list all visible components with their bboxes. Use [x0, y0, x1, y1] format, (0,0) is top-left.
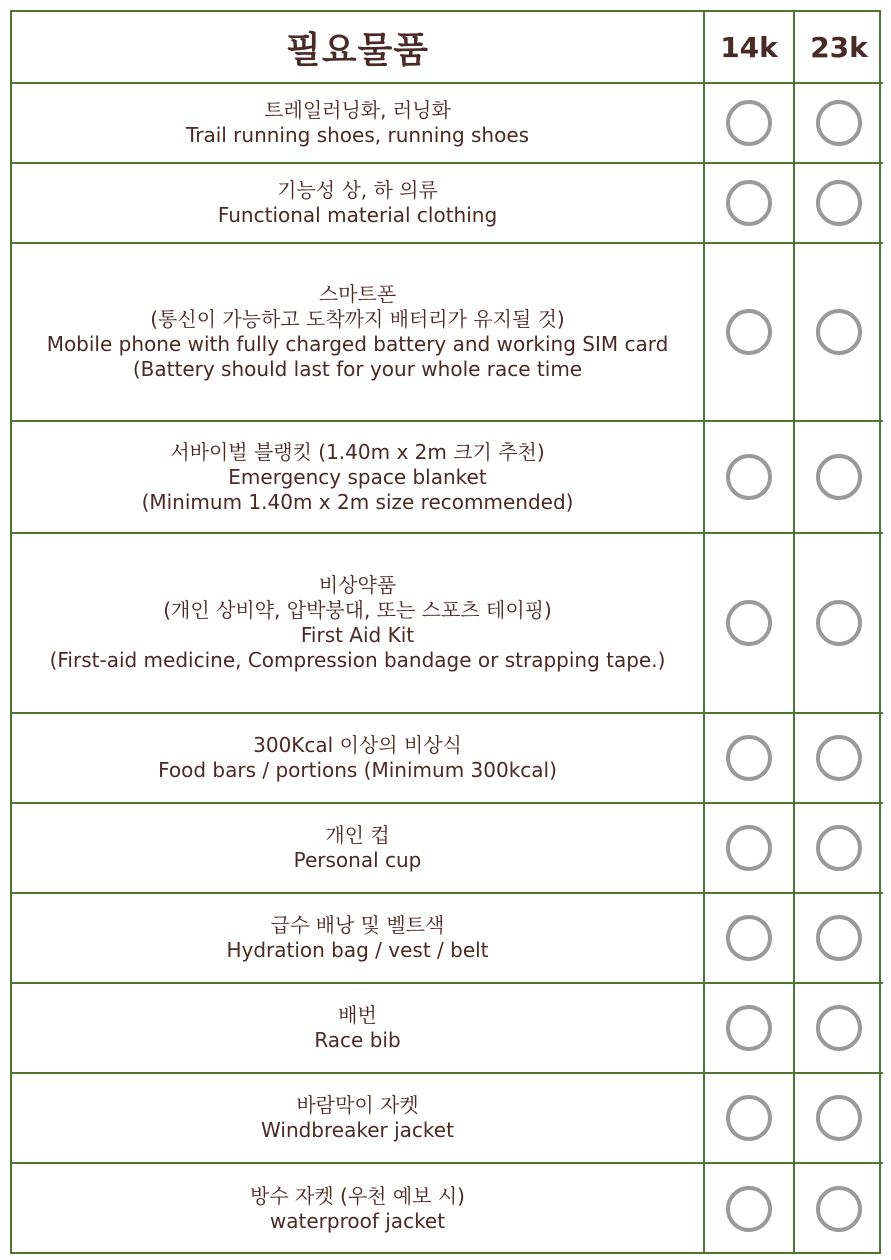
cell-23k	[794, 163, 883, 243]
cell-14k	[704, 983, 794, 1073]
table-row	[12, 1073, 883, 1163]
item-line: (Minimum 1.40m x 2m size recommended)	[141, 489, 574, 514]
item-line: 바람막이 자켓	[296, 1093, 419, 1117]
cell-23k	[794, 83, 883, 163]
item-description	[12, 421, 704, 533]
empty-circle-icon	[816, 1186, 862, 1232]
item-line: Race bib	[314, 1028, 401, 1052]
item-line: (Battery should last for your whole race time	[132, 357, 583, 381]
cell-14k	[704, 803, 794, 893]
item-description	[12, 83, 704, 163]
cell-23k	[794, 893, 883, 983]
table-row	[12, 243, 883, 421]
column-header-14k: 14k	[704, 12, 794, 83]
header-row	[12, 12, 883, 83]
column-header-23k: 23k	[794, 12, 883, 83]
empty-circle-icon	[726, 309, 772, 355]
empty-circle-icon	[726, 1095, 772, 1141]
item-description	[12, 893, 704, 983]
item-line: 개인 컵	[325, 823, 390, 847]
item-line: 서바이벌 블랭킷 (1.40m x 2m 크기 추천)	[170, 439, 545, 464]
empty-circle-icon	[726, 825, 772, 871]
cell-14k	[704, 893, 794, 983]
table-row	[12, 1163, 883, 1254]
table-row	[12, 893, 883, 983]
item-line: 기능성 상, 하 의류	[277, 178, 438, 202]
item-line: 트레일러닝화, 러닝화	[264, 98, 451, 122]
empty-circle-icon	[816, 1005, 862, 1051]
item-line: waterproof jacket	[269, 1209, 446, 1233]
cell-23k	[794, 1073, 883, 1163]
item-line: Personal cup	[293, 848, 422, 872]
cell-23k	[794, 1163, 883, 1254]
empty-circle-icon	[726, 915, 772, 961]
item-line: (개인 상비약, 압박붕대, 또는 스포츠 테이핑)	[163, 598, 552, 622]
cell-23k	[794, 533, 883, 713]
cell-23k	[794, 421, 883, 533]
cell-14k	[704, 243, 794, 421]
item-line: (통신이 가능하고 도착까지 배터리가 유지될 것)	[150, 307, 565, 331]
equipment-checklist	[10, 10, 881, 1254]
item-line: 방수 자켓 (우천 예보 시)	[250, 1184, 465, 1208]
empty-circle-icon	[726, 1186, 772, 1232]
table-title: 필요물품	[12, 12, 704, 83]
item-line: (First-aid medicine, Compression bandage or strapping tape.)	[49, 648, 666, 672]
cell-14k	[704, 1073, 794, 1163]
cell-14k	[704, 713, 794, 803]
empty-circle-icon	[726, 180, 772, 226]
cell-14k	[704, 421, 794, 533]
item-description	[12, 243, 704, 421]
empty-circle-icon	[816, 454, 862, 500]
cell-23k	[794, 983, 883, 1073]
cell-14k	[704, 1163, 794, 1254]
cell-14k	[704, 83, 794, 163]
item-line: 비상약품	[318, 573, 397, 597]
item-line: Hydration bag / vest / belt	[226, 938, 489, 962]
item-description	[12, 803, 704, 893]
table-row	[12, 421, 883, 533]
item-description	[12, 1073, 704, 1163]
empty-circle-icon	[816, 1095, 862, 1141]
item-description	[12, 713, 704, 803]
empty-circle-icon	[816, 100, 862, 146]
empty-circle-icon	[816, 600, 862, 646]
item-description	[12, 983, 704, 1073]
item-description	[12, 533, 704, 713]
item-line: 배번	[338, 1003, 377, 1027]
item-line: Mobile phone with fully charged battery and working SIM card	[46, 332, 669, 356]
empty-circle-icon	[816, 735, 862, 781]
table-row	[12, 983, 883, 1073]
empty-circle-icon	[726, 735, 772, 781]
empty-circle-icon	[816, 180, 862, 226]
empty-circle-icon	[816, 309, 862, 355]
item-line: Functional material clothing	[217, 203, 498, 227]
cell-14k	[704, 533, 794, 713]
item-description	[12, 1163, 704, 1254]
item-line: 급수 배낭 및 벨트색	[270, 913, 445, 937]
item-line: First Aid Kit	[300, 623, 415, 647]
item-line: Trail running shoes, running shoes	[185, 123, 530, 147]
item-description	[12, 163, 704, 243]
table-row	[12, 533, 883, 713]
cell-23k	[794, 803, 883, 893]
table-row	[12, 803, 883, 893]
empty-circle-icon	[726, 100, 772, 146]
table-row	[12, 83, 883, 163]
empty-circle-icon	[816, 825, 862, 871]
cell-14k	[704, 163, 794, 243]
empty-circle-icon	[816, 915, 862, 961]
item-line: Food bars / portions (Minimum 300kcal)	[158, 758, 557, 782]
cell-23k	[794, 243, 883, 421]
empty-circle-icon	[726, 1005, 772, 1051]
cell-23k	[794, 713, 883, 803]
item-line: 300Kcal 이상의 비상식	[253, 733, 462, 757]
empty-circle-icon	[726, 454, 772, 500]
checklist-table	[12, 12, 883, 1254]
item-line: 스마트폰	[318, 282, 397, 306]
table-row	[12, 713, 883, 803]
item-line: Emergency space blanket	[228, 464, 487, 489]
table-row	[12, 163, 883, 243]
item-line: Windbreaker jacket	[261, 1118, 454, 1142]
empty-circle-icon	[726, 600, 772, 646]
